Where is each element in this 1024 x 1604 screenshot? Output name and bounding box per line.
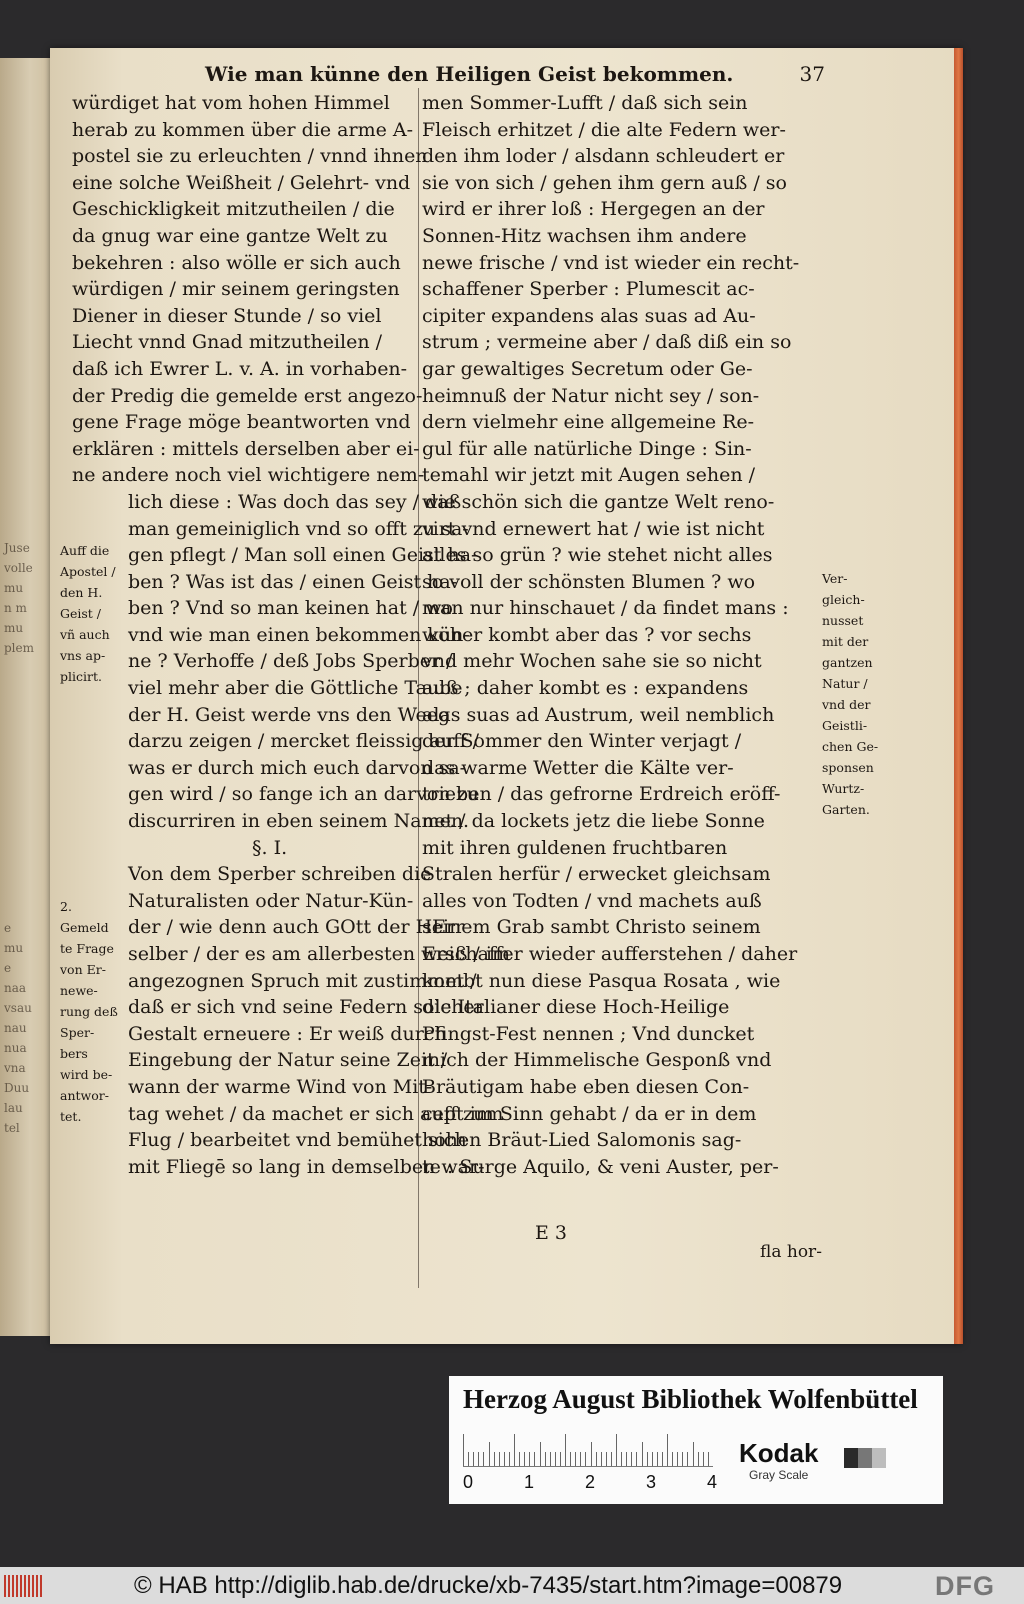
gray-swatch-dark xyxy=(844,1448,858,1468)
text-line: dern vielmehr eine allgemeine Re- xyxy=(422,411,755,434)
ruler-tick xyxy=(631,1452,632,1466)
ruler-tick xyxy=(626,1452,627,1466)
ruler-tick xyxy=(703,1452,704,1466)
margin-note-frage: 2. Gemeld te Frage von Er- newe- rung deß Sper- bers wird be- antwor- tet. xyxy=(60,899,118,1124)
text-line: viel mehr aber die Göttliche Taube xyxy=(128,677,463,700)
ruler-tick xyxy=(708,1452,709,1466)
footer-url[interactable]: © HAB http://diglib.hab.de/drucke/xb-7435/start.htm?image=00879 xyxy=(134,1572,843,1599)
ruler-tick xyxy=(591,1442,592,1466)
text-line: te : Surge Aquilo, & veni Auster, per- xyxy=(422,1155,779,1178)
ruler-tick xyxy=(616,1434,617,1466)
text-line: mit Fliegē so lang in demselben war- xyxy=(128,1155,485,1178)
text-line: bekehren : also wölle er sich auch xyxy=(72,251,401,274)
text-line: virt vnd ernewert hat / wie ist nicht xyxy=(422,517,765,540)
text-line: net / da lockets jetz die liebe Sonne xyxy=(422,810,765,833)
ruler-tick xyxy=(550,1452,551,1466)
text-line: man gemeiniglich vnd so offt zu sa- xyxy=(128,517,469,540)
ruler-tick xyxy=(601,1452,602,1466)
footer-bar xyxy=(0,1567,1024,1604)
text-line: temahl wir jetzt mit Augen sehen / xyxy=(422,464,756,487)
text-line: Bräutigam habe eben diesen Con- xyxy=(422,1075,750,1098)
text-line: der Predig die gemelde erst angezo- xyxy=(72,384,423,407)
ruler-tick xyxy=(698,1452,699,1466)
text-line: alles so grün ? wie stehet nicht alles xyxy=(422,544,773,567)
left-page-strip xyxy=(0,58,50,1336)
text-line: daß ich Ewrer L. v. A. in vorhaben- xyxy=(72,357,408,380)
text-line: tag wehet / da machet er sich auff zum xyxy=(128,1102,504,1125)
right-text-column xyxy=(422,90,800,1180)
text-line: mich der Himmelische Gesponß vnd xyxy=(422,1049,772,1072)
margin-note-apostel: Auff die Apostel / den H. Geist / vñ auch vns ap- plicirt. xyxy=(60,543,116,684)
text-line: gul für alle natürliche Dinge : Sin- xyxy=(422,437,752,460)
ruler-tick xyxy=(514,1434,515,1466)
ruler-number: 0 xyxy=(463,1472,474,1492)
text-line: Liecht vnnd Gnad mitzutheilen / xyxy=(72,331,383,354)
ruler-tick xyxy=(652,1452,653,1466)
text-line: kombt nun diese Pasqua Rosata , wie xyxy=(422,969,781,992)
text-line: postel sie zu erleuchten / vnnd ihnen xyxy=(72,145,428,168)
text-line: eine solche Weißheit / Gelehrt- vnd xyxy=(72,171,411,194)
text-line: Diener in dieser Stunde / so viel xyxy=(72,304,382,327)
text-line: so voll der schönsten Blumen ? wo xyxy=(422,570,756,593)
text-line: Stralen herfür / erwecket gleichsam xyxy=(422,863,771,886)
running-title: Wie man künne den Heiligen Geist bekommen. xyxy=(205,62,734,86)
ruler-tick xyxy=(621,1452,622,1466)
text-line: schaffener Sperber : Plumescit ac- xyxy=(422,278,755,301)
margin-note-vergleich: Ver- gleich- nusset mit der gantzen Natur / vnd der Geistli- chen Ge- sponsen Wurtz- Garten. xyxy=(822,571,879,817)
ruler-tick xyxy=(672,1452,673,1466)
gray-swatch-mid xyxy=(858,1448,872,1468)
ruler-tick xyxy=(657,1452,658,1466)
text-line: Naturalisten oder Natur-Kün- xyxy=(128,889,414,912)
ruler-tick xyxy=(509,1452,510,1466)
text-line: sie von sich / gehen ihm gern auß / so xyxy=(422,171,787,194)
ruler-tick xyxy=(473,1452,474,1466)
text-line: wie schön sich die gantze Welt reno- xyxy=(422,490,775,513)
text-line: trieben / das gefrorne Erdreich eröff- xyxy=(422,783,781,806)
text-line: Geschickligkeit mitzutheilen / die xyxy=(72,198,395,221)
ruler-tick xyxy=(524,1452,525,1466)
text-line: heimnuß der Natur nicht sey / son- xyxy=(422,384,760,407)
ruler-tick xyxy=(463,1434,464,1466)
library-scale-card xyxy=(449,1376,943,1504)
left-page-fragment-upper: Juse volle mu n m mu plem xyxy=(4,541,34,655)
ruler-tick xyxy=(555,1452,556,1466)
text-line: Flug / bearbeitet vnd bemühet sich xyxy=(128,1129,467,1152)
text-line: mit ihren guldenen fruchtbaren xyxy=(422,836,728,859)
text-line: alas suas ad Austrum, weil nemblich xyxy=(422,703,775,726)
ruler-tick xyxy=(682,1452,683,1466)
text-line: der / wie denn auch GOtt der HErr xyxy=(128,916,465,939)
hab-logo-icon xyxy=(4,1575,44,1597)
ruler-tick xyxy=(499,1452,500,1466)
text-line: gen wird / so fange ich an darvon zu xyxy=(128,783,479,806)
ruler-tick xyxy=(540,1442,541,1466)
ruler-number: 4 xyxy=(707,1472,718,1492)
text-line: Sonnen-Hitz wachsen ihm andere xyxy=(422,224,747,247)
ruler-tick xyxy=(545,1452,546,1466)
ruler-tick xyxy=(636,1452,637,1466)
text-line: herab zu kommen über die arme A- xyxy=(72,118,414,141)
ruler-tick xyxy=(606,1452,607,1466)
text-line: wird er ihrer loß : Hergegen an der xyxy=(422,198,765,221)
text-line: wann der warme Wind von Mit- xyxy=(128,1075,433,1098)
text-line: men Sommer-Lufft / daß sich sein xyxy=(422,92,748,114)
text-line: ne andere noch viel wichtigere nem- xyxy=(72,464,425,487)
text-line: alles von Todten / vnd machets auß xyxy=(422,889,762,912)
page-number: 37 xyxy=(799,62,825,86)
ruler-tick xyxy=(468,1452,469,1466)
ruler-tick xyxy=(662,1452,663,1466)
ruler-tick xyxy=(519,1452,520,1466)
text-line: auß ; daher kombt es : expandens xyxy=(422,677,749,700)
page-edge xyxy=(954,48,963,1344)
text-line: der Sommer den Winter verjagt / xyxy=(422,730,742,753)
ruler-scale xyxy=(463,1434,713,1467)
ruler-tick xyxy=(483,1452,484,1466)
ruler-tick xyxy=(565,1434,566,1466)
ruler-tick xyxy=(504,1452,505,1466)
text-line: vnd mehr Wochen sahe sie so nicht xyxy=(422,650,762,673)
ruler-tick xyxy=(585,1452,586,1466)
text-line: darzu zeigen / mercket fleissig auff / xyxy=(128,730,480,753)
text-line: man nur hinschauet / da findet mans : xyxy=(422,597,789,620)
left-page-fragment-lower: e mu e naa vsau nau nua vna Duu lau tel xyxy=(4,921,32,1135)
running-header xyxy=(155,62,825,92)
gray-swatch-light xyxy=(872,1448,886,1468)
ruler-tick xyxy=(642,1442,643,1466)
ruler-number: 3 xyxy=(646,1472,657,1492)
ruler-tick xyxy=(580,1452,581,1466)
ruler-tick xyxy=(534,1452,535,1466)
text-line: gene Frage möge beantworten vnd xyxy=(72,411,411,434)
text-line: würdigen / mir seinem geringsten xyxy=(72,278,400,301)
ruler-tick xyxy=(489,1442,490,1466)
text-line: vnd wie man einen bekommen kün- xyxy=(128,623,470,646)
text-line: Erschaffer wieder aufferstehen / daher xyxy=(422,943,798,965)
text-line: gen pflegt / Man soll einen Geist ha- xyxy=(128,544,478,567)
library-name: Herzog August Bibliothek Wolfenbüttel xyxy=(463,1384,918,1414)
ruler-tick xyxy=(677,1452,678,1466)
text-line: strum ; vermeine aber / daß diß ein so xyxy=(422,331,792,354)
text-line: angezognen Spruch mit zustimmet / xyxy=(128,969,477,992)
ruler-tick xyxy=(494,1452,495,1466)
text-line: Fleisch erhitzet / die alte Federn wer- xyxy=(422,118,786,141)
ruler-tick xyxy=(560,1452,561,1466)
text-line: erklären : mittels derselben aber ei- xyxy=(72,437,420,460)
text-line: daß er sich vnd seine Federn solcher xyxy=(128,996,484,1019)
dfg-logo: DFG xyxy=(935,1571,995,1601)
ruler-tick xyxy=(596,1452,597,1466)
text-line: §. I. xyxy=(252,836,288,859)
text-line: ne ? Verhoffe / deß Jobs Sperber / xyxy=(128,650,453,673)
text-line: discurriren in eben seinem Namen. xyxy=(128,810,470,833)
ruler-tick xyxy=(478,1452,479,1466)
text-line: würdiget hat vom hohen Himmel xyxy=(72,92,390,114)
text-line: selber / der es am allerbesten weiß / im xyxy=(128,943,510,965)
text-line: seinem Grab sambt Christo seinem xyxy=(422,916,761,939)
text-line: Gestalt erneuere : Er weiß durch xyxy=(128,1022,447,1045)
ruler-tick xyxy=(647,1452,648,1466)
text-line: ben ? Vnd so man keinen hat / wo xyxy=(128,597,453,620)
text-line: gar gewaltiges Secretum oder Ge- xyxy=(422,357,753,380)
text-line: Eingebung der Natur seine Zeit / xyxy=(128,1049,448,1072)
signature-mark: E 3 xyxy=(535,1222,567,1244)
text-line: die Italianer diese Hoch-Heilige xyxy=(422,996,730,1019)
text-line: hohen Bräut-Lied Salomonis sag- xyxy=(422,1129,742,1152)
kodak-logo: Kodak xyxy=(739,1438,819,1468)
left-text-column xyxy=(72,90,510,1180)
ruler-numbers xyxy=(463,1472,723,1496)
ruler-tick xyxy=(575,1452,576,1466)
ruler-tick xyxy=(693,1442,694,1466)
text-line: da gnug war eine gantze Welt zu xyxy=(72,224,388,247)
ruler-tick xyxy=(529,1452,530,1466)
text-line: das warme Wetter die Kälte ver- xyxy=(422,756,734,779)
text-line: den ihm loder / alsdann schleudert er xyxy=(422,145,785,168)
text-line: was er durch mich euch darvon sa- xyxy=(128,756,467,779)
ruler-tick xyxy=(687,1452,688,1466)
text-line: cipiter expandens alas suas ad Au- xyxy=(422,304,756,327)
text-line: newe frische / vnd ist wieder ein recht- xyxy=(422,251,800,274)
gray-scale-label: Gray Scale xyxy=(749,1468,809,1482)
text-line: Von dem Sperber schreiben die xyxy=(128,863,432,886)
ruler-number: 1 xyxy=(524,1472,535,1492)
text-line: ben ? Was ist das / einen Geist ha- xyxy=(128,570,458,593)
ruler-tick xyxy=(667,1434,668,1466)
ruler-number: 2 xyxy=(585,1472,596,1492)
ruler-tick xyxy=(611,1452,612,1466)
text-line: lich diese : Was doch das sey / daß xyxy=(128,490,462,513)
catchword: fla hor- xyxy=(760,1242,822,1262)
text-line: Pfingst-Fest nennen ; Vnd duncket xyxy=(422,1022,755,1045)
text-line: der H. Geist werde vns den Weeg xyxy=(128,703,451,726)
text-line: cept im Sinn gehabt / da er in dem xyxy=(422,1102,757,1125)
ruler-tick xyxy=(570,1452,571,1466)
text-line: woher kombt aber das ? vor sechs xyxy=(422,623,752,646)
